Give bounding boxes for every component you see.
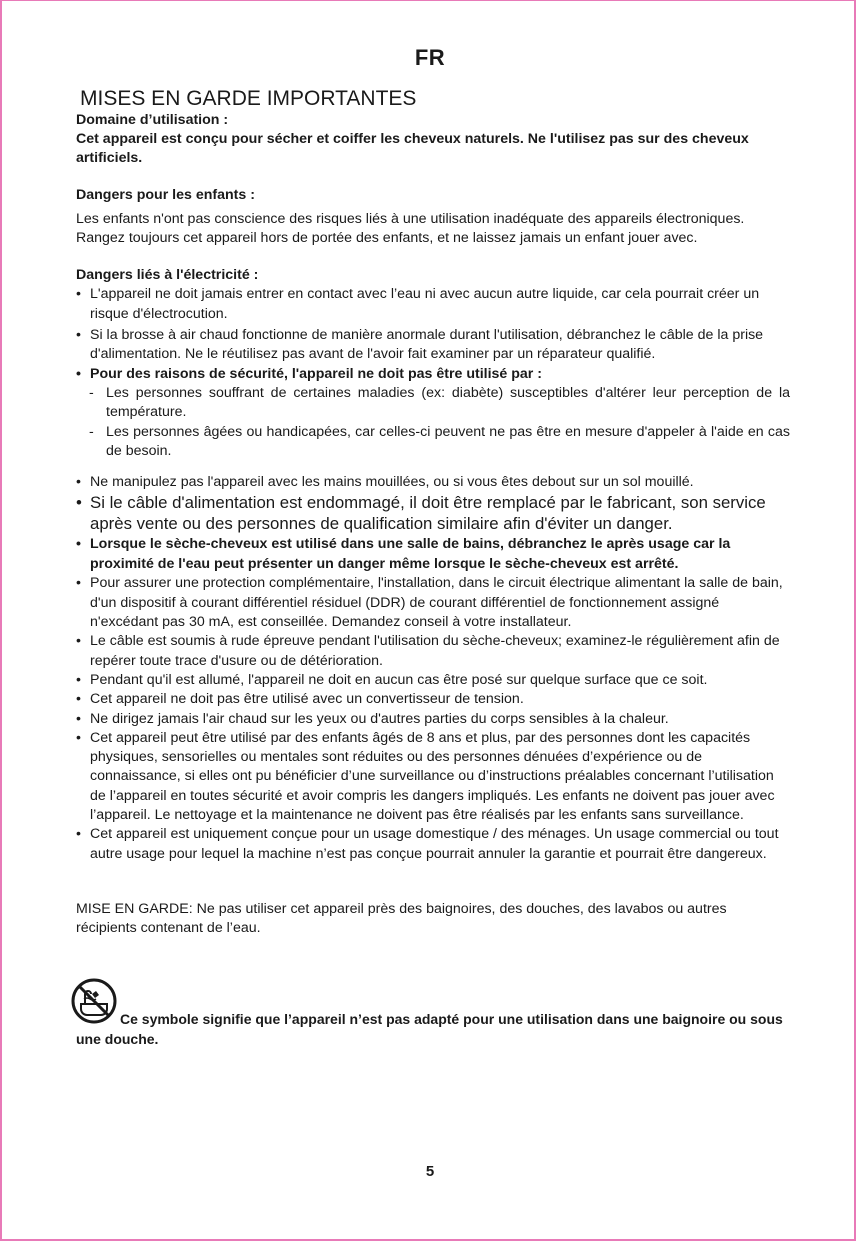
electricite-list-a (76, 285, 790, 383)
page-title: MISES EN GARDE IMPORTANTES (80, 87, 417, 110)
symbol-note-row (76, 953, 790, 1049)
list-item: • Lorsque le sèche-cheveux est utilisé dans une salle de bains, débranchez le après usage car la proximité de l'eau peut présenter un danger même lorsque le sèche-cheveux est arrêté. (76, 536, 731, 573)
domaine-heading: Domaine d’utilisation : (76, 112, 229, 128)
list-item: • L'appareil ne doit jamais entrer en contact avec l’eau ni avec aucun autre liquide, car cela pourrait créer un risque d'électrocution. (76, 286, 760, 322)
list-item: - Les personnes souffrant de certaines maladies (ex: diabète) susceptibles d'altérer leur perception de la température. (89, 384, 790, 421)
enfants-heading: Dangers pour les enfants : (76, 187, 255, 204)
page-content (76, 87, 790, 1049)
symbol-note: Ce symbole signifie que l’appareil n’est pas adapté pour une utilisation dans une baignoire ou sous une douche. (76, 953, 790, 1049)
enfants-text: Les enfants n'ont pas conscience des risques liés à une utilisation inadéquate des appareils électroniques. Rangez toujours cet appareil hors de portée des enfants, et ne laissez jamais un enfant jouer avec. (76, 210, 745, 246)
list-item: • Si la brosse à air chaud fonctionne de manière anormale durant l'utilisation, débranchez le câble de la prise d'alimentation. Ne le réutilisez pas avant de l'avoir fait examiner par un réparateur qualifié. (76, 327, 764, 363)
list-item: - Les personnes âgées ou handicapées, car celles-ci peuvent ne pas être en mesure d'appeler à l'aide en cas de besoin. (89, 423, 790, 459)
mise-en-garde-text: MISE EN GARDE: Ne pas utiliser cet appareil près des baignoires, des douches, des lavabos ou autres récipients contenant de l’eau. (76, 900, 727, 937)
list-item: • Cet appareil ne doit pas être utilisé avec un convertisseur de tension. (76, 691, 524, 708)
securite-heading: • Pour des raisons de sécurité, l'appareil ne doit pas être utilisé par : (76, 365, 542, 382)
list-item: • Pendant qu'il est allumé, l'appareil ne doit en aucun cas être posé sur quelque surface que ce soit. (76, 671, 708, 688)
list-item: • Si le câble d'alimentation est endommagé, il doit être remplacé par le fabricant, son service après vente ou des personnes de qualification similaire afin d'éviter un danger. (76, 493, 766, 534)
list-item: • Ne dirigez jamais l'air chaud sur les yeux ou d'autres parties du corps sensibles à la chaleur. (76, 710, 669, 727)
list-item: • Pour assurer une protection complémentaire, l'installation, dans le circuit électrique alimentant la salle de bain, d'un dispositif à courant différentiel résiduel (DDR) de courant différentiel de fonctionnement assigné n'excédant pas 30 mA, est conseillée. Demandez conseil à votre installateur. (76, 575, 783, 631)
list-item: • Ne manipulez pas l'appareil avec les mains mouillées, ou si vous êtes debout sur un sol mouillé. (76, 474, 694, 491)
list-item: • Cet appareil peut être utilisé par des enfants âgés de 8 ans et plus, par des personnes dont les capacités physiques, sensorielles ou mentales sont réduites ou des personnes dénuées d’expérience ou de connaissance, si elles ont pu bénéficier d’une surveillance ou d’instructions préalables concernant l’utilisation de l’appareil en toutes sécurité et avoir compris les dangers impliqués. Les enfants ne doivent pas jouer avec l’appareil. Le nettoyage et la maintenance ne doivent pas être réalisés par les enfants sans surveillance. (76, 729, 775, 824)
securite-dash-list (76, 384, 790, 461)
list-item: • Cet appareil est uniquement conçue pour un usage domestique / des ménages. Un usage commercial ou tout autre usage pour lequel la machine n’est pas conçue pourrait annuler la garantie et pourrait être dangereux. (76, 826, 779, 862)
electricite-list-b (76, 473, 790, 864)
domaine-text: Cet appareil est conçu pour sécher et coiffer les cheveux naturels. Ne l'utilisez pas sur des cheveux artificiels. (76, 131, 749, 167)
page-number: 5 (425, 1163, 435, 1180)
electricite-heading: Dangers liés à l'électricité : (76, 267, 259, 284)
no-bathtub-icon (70, 977, 118, 1025)
language-label: FR (414, 45, 446, 70)
list-item: • Le câble est soumis à rude épreuve pendant l'utilisation du sèche-cheveux; examinez-le régulièrement afin de repérer toute trace d'usure ou de détérioration. (76, 633, 780, 669)
